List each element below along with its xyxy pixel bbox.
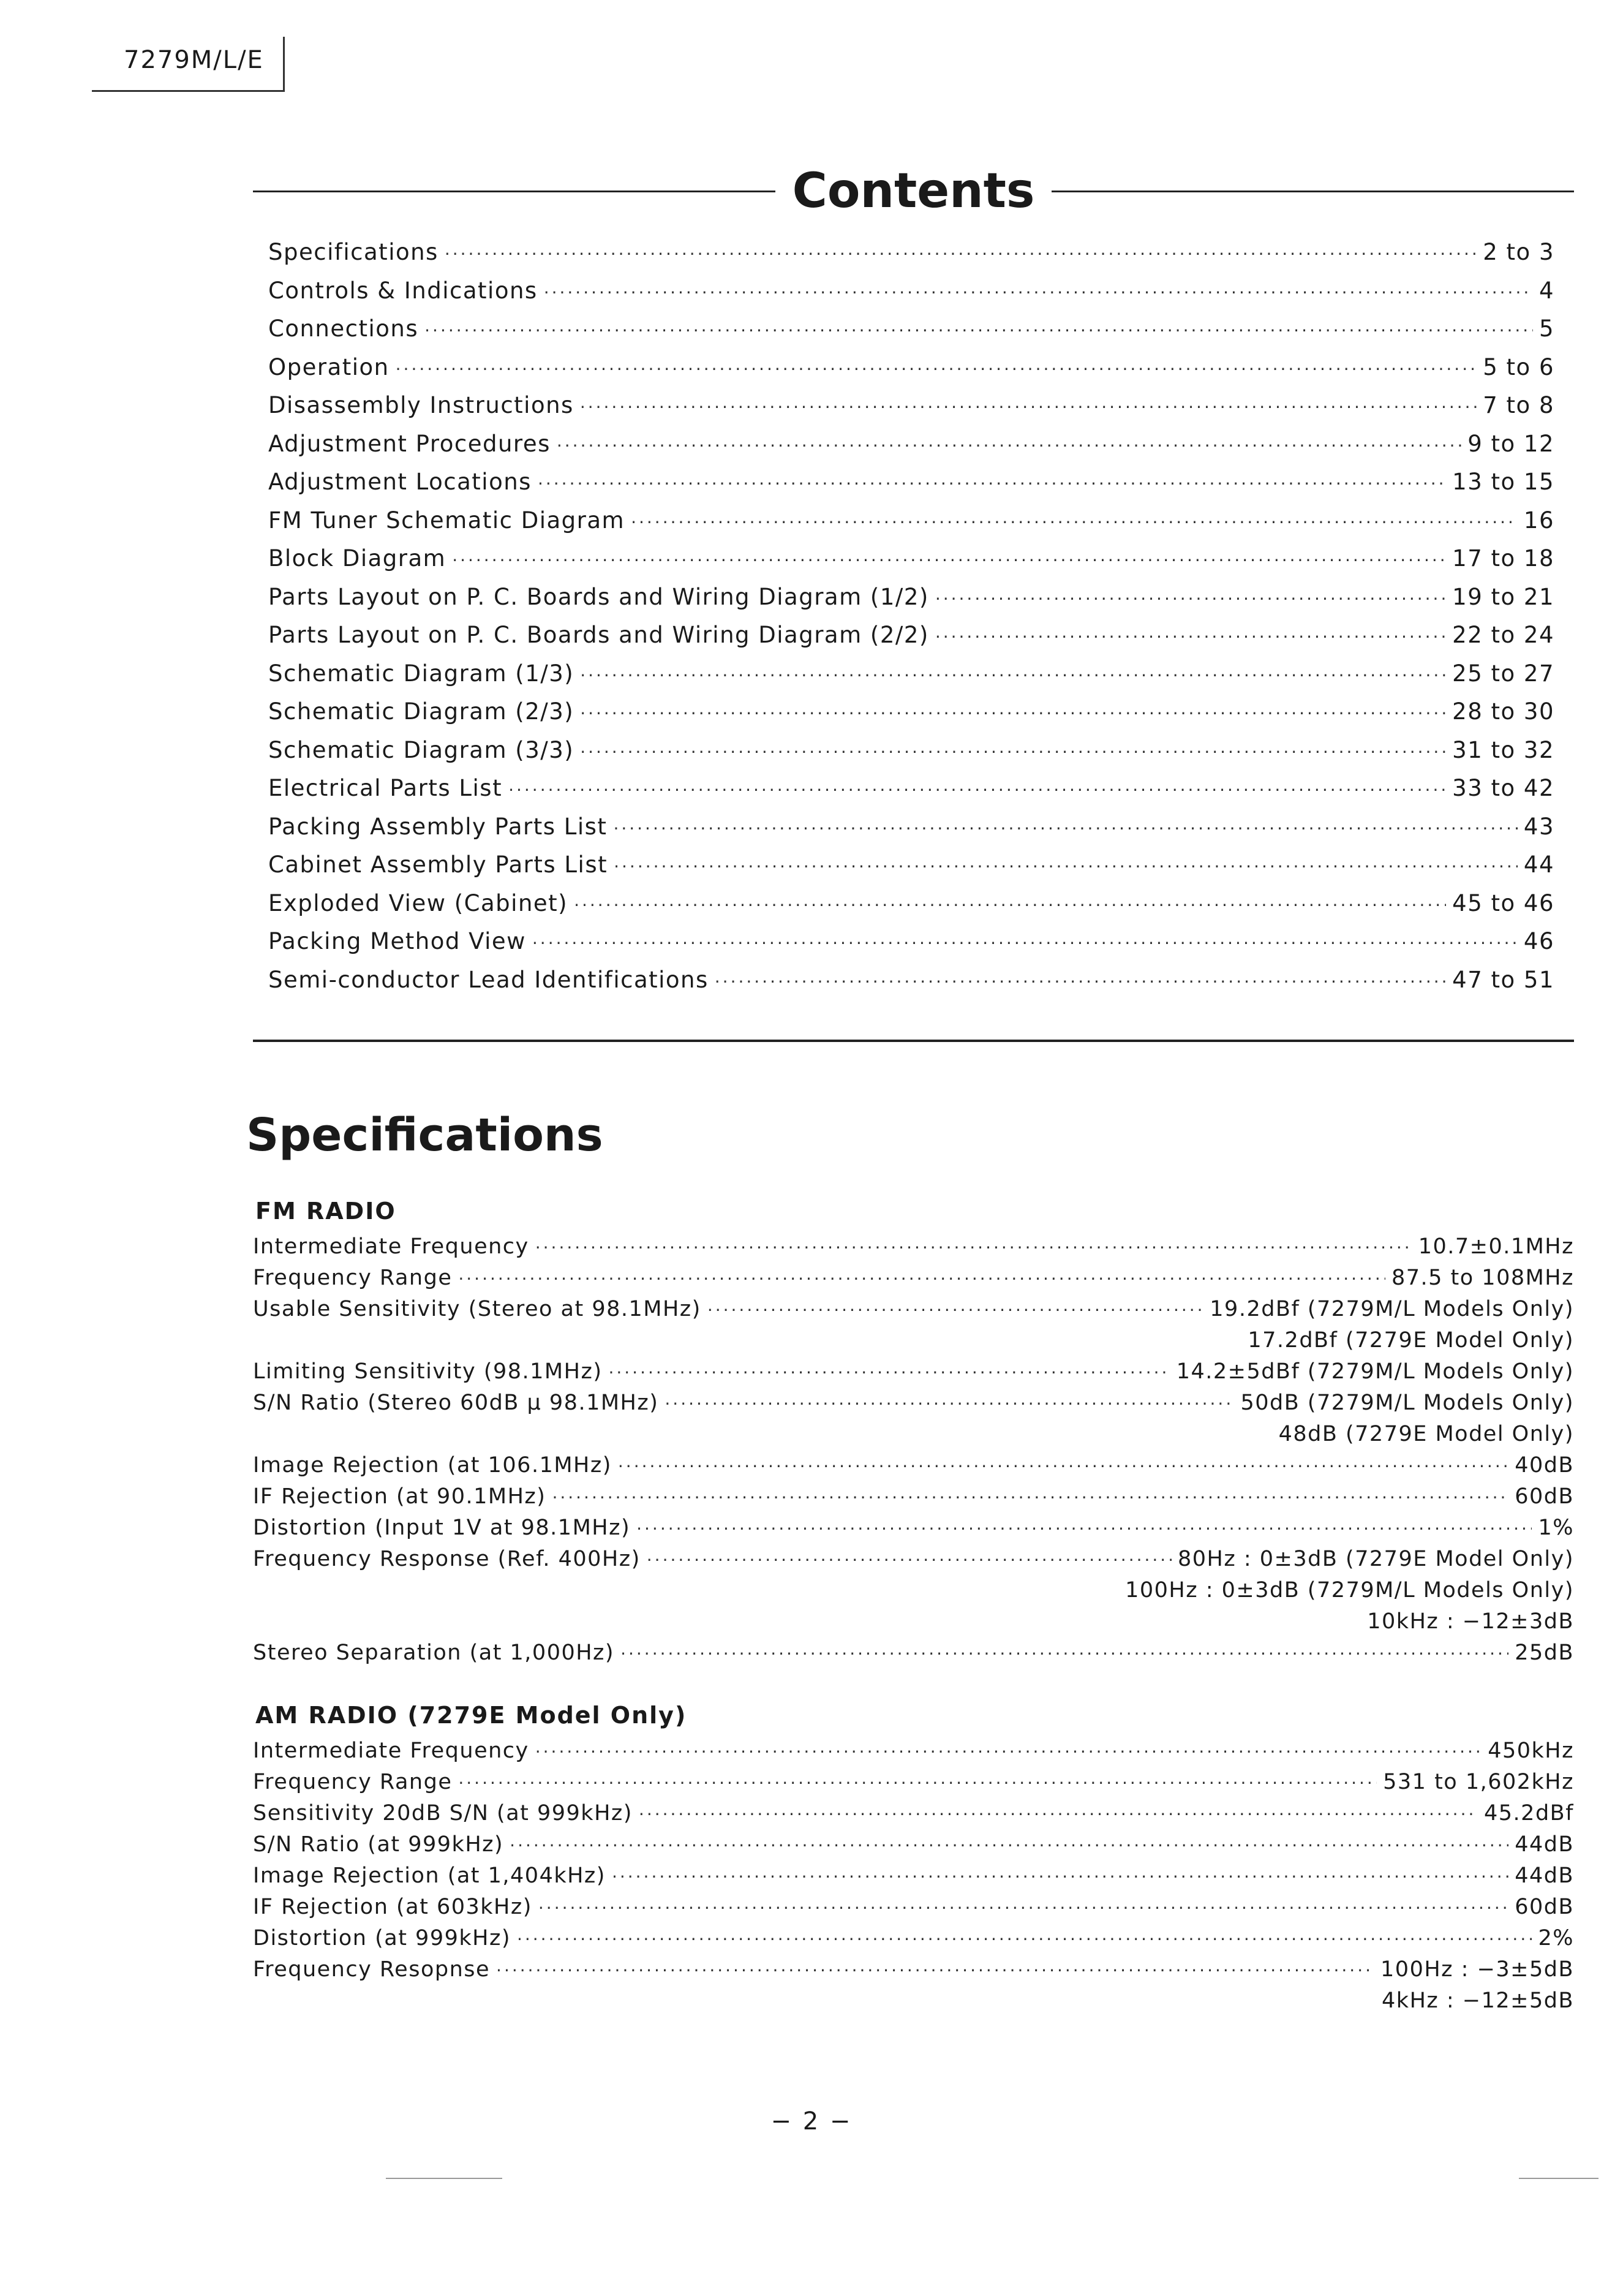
dot-leader — [639, 1804, 1478, 1824]
toc-row — [268, 890, 1554, 929]
dot-leader — [424, 320, 1533, 341]
toc-row — [268, 698, 1554, 737]
spec-row — [253, 1391, 1574, 1422]
toc-row — [268, 584, 1554, 622]
dot-leader — [552, 1487, 1508, 1508]
toc-label: Schematic Diagram (3/3) — [268, 736, 574, 763]
spec-label: Frequency Range — [253, 1266, 453, 1290]
toc-label: Parts Layout on P. C. Boards and Wiring Diagram (1/2) — [268, 583, 929, 610]
spec-label: Distortion (Input 1V at 98.1MHz) — [253, 1516, 631, 1540]
spec-value: 60dB — [1515, 1895, 1574, 1919]
spec-value: 87.5 to 108MHz — [1391, 1266, 1574, 1290]
spec-row — [253, 1453, 1574, 1484]
toc-row — [268, 737, 1554, 776]
toc-label: Specifications — [268, 239, 439, 265]
spec-value: 40dB — [1515, 1453, 1574, 1478]
toc-pages: 25 to 27 — [1452, 660, 1554, 687]
spec-row — [253, 1832, 1574, 1864]
toc-label: Disassembly Instructions — [268, 392, 574, 418]
toc-row — [268, 469, 1554, 507]
spec-row — [253, 1957, 1574, 1988]
toc-pages: 33 to 42 — [1452, 775, 1554, 801]
spec-continuation: 100Hz : 0±3dB (7279M/L Models Only) — [1125, 1578, 1574, 1603]
spec-row — [253, 1266, 1574, 1297]
spec-label: Image Rejection (at 106.1MHz) — [253, 1453, 612, 1478]
dot-leader — [613, 818, 1517, 839]
dot-leader — [580, 703, 1446, 723]
spec-label: S/N Ratio (Stereo 60dB μ 98.1MHz) — [253, 1391, 659, 1415]
spec-row — [253, 1770, 1574, 1801]
dot-leader — [496, 1960, 1374, 1981]
dot-leader — [707, 1300, 1203, 1320]
toc-label: Block Diagram — [268, 545, 446, 572]
toc-row — [268, 814, 1554, 852]
spec-label: Image Rejection (at 1,404kHz) — [253, 1864, 606, 1888]
spec-label: Limiting Sensitivity (98.1MHz) — [253, 1359, 603, 1384]
dot-leader — [508, 780, 1446, 800]
spec-value: 14.2±5dBf (7279M/L Models Only) — [1176, 1359, 1574, 1384]
toc-label: Schematic Diagram (1/3) — [268, 660, 574, 687]
spec-value: 19.2dBf (7279M/L Models Only) — [1210, 1297, 1574, 1321]
toc-row — [268, 392, 1554, 431]
dot-leader — [580, 397, 1477, 417]
dot-leader — [580, 665, 1446, 685]
am-spec-list — [253, 1739, 1574, 2020]
toc-label: Cabinet Assembly Parts List — [268, 852, 608, 878]
dot-leader — [614, 856, 1518, 877]
toc-label: Electrical Parts List — [268, 775, 503, 801]
spec-label: IF Rejection (at 90.1MHz) — [253, 1484, 546, 1509]
dot-leader — [636, 1519, 1532, 1539]
toc-row — [268, 239, 1554, 278]
spec-continuation: 48dB (7279E Model Only) — [1278, 1422, 1574, 1446]
dot-leader — [608, 1362, 1170, 1383]
spec-label: Intermediate Frequency — [253, 1234, 529, 1259]
dot-leader — [612, 1867, 1508, 1887]
dot-leader — [647, 1550, 1172, 1570]
contents-heading — [253, 160, 1574, 222]
dot-leader — [396, 359, 1477, 379]
spec-value: 44dB — [1515, 1832, 1574, 1857]
toc-label: Adjustment Procedures — [268, 430, 551, 457]
dot-leader — [935, 589, 1446, 609]
spec-label: Frequency Range — [253, 1770, 453, 1794]
toc-label: Packing Method View — [268, 928, 526, 954]
toc-row — [268, 852, 1554, 890]
toc-label: Adjustment Locations — [268, 469, 532, 495]
dot-leader — [445, 244, 1477, 264]
toc-pages: 45 to 46 — [1452, 889, 1554, 916]
dot-leader — [665, 1394, 1234, 1414]
toc-pages: 47 to 51 — [1452, 966, 1554, 993]
spec-label: Sensitivity 20dB S/N (at 999kHz) — [253, 1801, 633, 1826]
dot-leader — [510, 1835, 1508, 1856]
am-radio-section — [253, 1702, 1574, 2020]
tab-underline — [92, 90, 285, 92]
spec-continuation: 17.2dBf (7279E Model Only) — [1248, 1328, 1574, 1353]
toc-label: Schematic Diagram (2/3) — [268, 698, 574, 725]
spec-value: 1% — [1538, 1516, 1574, 1540]
toc-pages: 4 — [1538, 277, 1554, 304]
spec-row — [253, 1547, 1574, 1578]
toc-pages: 17 to 18 — [1452, 545, 1554, 572]
toc-row — [268, 278, 1554, 316]
toc-row — [268, 622, 1554, 660]
spec-continuation: 10kHz : −12±3dB — [1367, 1609, 1574, 1634]
dot-leader — [631, 512, 1518, 532]
toc-pages: 44 — [1523, 852, 1554, 878]
dot-leader — [458, 1269, 1385, 1289]
spec-value: 2% — [1538, 1926, 1574, 1950]
toc-row — [268, 967, 1554, 1005]
toc-pages: 5 to 6 — [1483, 353, 1554, 380]
dot-leader — [535, 1742, 1482, 1762]
toc-pages: 22 to 24 — [1452, 622, 1554, 648]
toc-pages: 31 to 32 — [1452, 736, 1554, 763]
toc-row — [268, 431, 1554, 469]
dot-leader — [538, 1898, 1508, 1918]
toc-label: Semi-conductor Lead Identifications — [268, 966, 709, 993]
model-number: 7279M/L/E — [124, 46, 264, 74]
contents-title: Contents — [792, 164, 1035, 219]
scan-artifact — [386, 2178, 502, 2179]
toc-pages: 43 — [1523, 813, 1554, 840]
toc-row — [268, 928, 1554, 967]
dot-leader — [532, 933, 1518, 953]
toc-label: Operation — [268, 353, 390, 380]
dot-leader — [535, 1237, 1412, 1258]
am-radio-title: AM RADIO (7279E Model Only) — [255, 1702, 687, 1729]
toc-row — [268, 507, 1554, 546]
spec-value: 44dB — [1515, 1864, 1574, 1888]
spec-value: 60dB — [1515, 1484, 1574, 1509]
spec-row — [253, 1864, 1574, 1895]
spec-label: IF Rejection (at 603kHz) — [253, 1895, 532, 1919]
heading-rule-right — [1052, 191, 1574, 192]
spec-label: Intermediate Frequency — [253, 1739, 529, 1763]
spec-row — [253, 1641, 1574, 1672]
toc-pages: 5 — [1538, 315, 1554, 342]
toc-row — [268, 315, 1554, 354]
toc-pages: 46 — [1523, 928, 1554, 954]
spec-value: 50dB (7279M/L Models Only) — [1240, 1391, 1574, 1415]
toc-row — [268, 354, 1554, 393]
toc-pages: 7 to 8 — [1483, 392, 1554, 418]
toc-label: Parts Layout on P. C. Boards and Wiring Diagram (2/2) — [268, 622, 929, 648]
tab-vertical-rule — [283, 37, 285, 92]
spec-row — [253, 1895, 1574, 1926]
fm-spec-list — [253, 1234, 1574, 1672]
model-tab — [92, 37, 285, 92]
toc-label: Controls & Indications — [268, 277, 538, 304]
spec-row — [253, 1484, 1574, 1516]
dot-leader — [618, 1456, 1508, 1476]
spec-label: S/N Ratio (at 999kHz) — [253, 1832, 504, 1857]
dot-leader — [538, 474, 1446, 494]
toc-label: Packing Assembly Parts List — [268, 813, 608, 840]
spec-label: Distortion (at 999kHz) — [253, 1926, 511, 1950]
dot-leader — [574, 895, 1446, 915]
spec-row — [253, 1801, 1574, 1832]
spec-row — [253, 1234, 1574, 1266]
scan-artifact — [1519, 2178, 1599, 2179]
spec-row — [253, 1739, 1574, 1770]
dot-leader — [557, 436, 1461, 456]
toc-label: Connections — [268, 315, 419, 342]
spec-value: 80Hz : 0±3dB (7279E Model Only) — [1178, 1547, 1574, 1571]
spec-label: Frequency Resopnse — [253, 1957, 491, 1982]
heading-rule-left — [253, 191, 775, 192]
dot-leader — [935, 627, 1446, 647]
spec-row — [253, 1359, 1574, 1391]
spec-label: Usable Sensitivity (Stereo at 98.1MHz) — [253, 1297, 701, 1321]
fm-radio-title: FM RADIO — [255, 1198, 396, 1225]
specifications-title: Specifications — [246, 1109, 603, 1161]
spec-value: 45.2dBf — [1484, 1801, 1574, 1826]
section-divider — [253, 1040, 1574, 1042]
spec-row — [253, 1297, 1574, 1328]
toc-label: Exploded View (Cabinet) — [268, 889, 568, 916]
toc-label: FM Tuner Schematic Diagram — [268, 507, 625, 534]
dot-leader — [517, 1929, 1532, 1949]
toc-pages: 9 to 12 — [1467, 430, 1554, 457]
spec-row — [253, 1926, 1574, 1957]
toc-row — [268, 775, 1554, 814]
dot-leader — [620, 1644, 1508, 1664]
spec-value: 25dB — [1515, 1641, 1574, 1665]
toc-pages: 2 to 3 — [1483, 239, 1554, 265]
dot-leader — [580, 742, 1446, 762]
spec-value: 10.7±0.1MHz — [1418, 1234, 1574, 1259]
page-number: − 2 − — [770, 2107, 853, 2136]
spec-value: 100Hz : −3±5dB — [1380, 1957, 1574, 1982]
spec-row — [253, 1516, 1574, 1547]
spec-value: 531 to 1,602kHz — [1383, 1770, 1574, 1794]
fm-radio-section — [253, 1198, 1574, 1672]
toc-pages: 13 to 15 — [1452, 469, 1554, 495]
toc-pages: 28 to 30 — [1452, 698, 1554, 725]
dot-leader — [452, 550, 1446, 570]
spec-value: 450kHz — [1488, 1739, 1574, 1763]
toc-row — [268, 660, 1554, 699]
toc-row — [268, 545, 1554, 584]
dot-leader — [544, 282, 1533, 303]
spec-continuation: 4kHz : −12±5dB — [1382, 1988, 1574, 2013]
dot-leader — [715, 972, 1446, 992]
toc-pages: 19 to 21 — [1452, 583, 1554, 610]
toc-pages: 16 — [1523, 507, 1554, 534]
dot-leader — [458, 1773, 1377, 1793]
spec-label: Stereo Separation (at 1,000Hz) — [253, 1641, 615, 1665]
spec-label: Frequency Response (Ref. 400Hz) — [253, 1547, 641, 1571]
table-of-contents — [268, 239, 1554, 1005]
